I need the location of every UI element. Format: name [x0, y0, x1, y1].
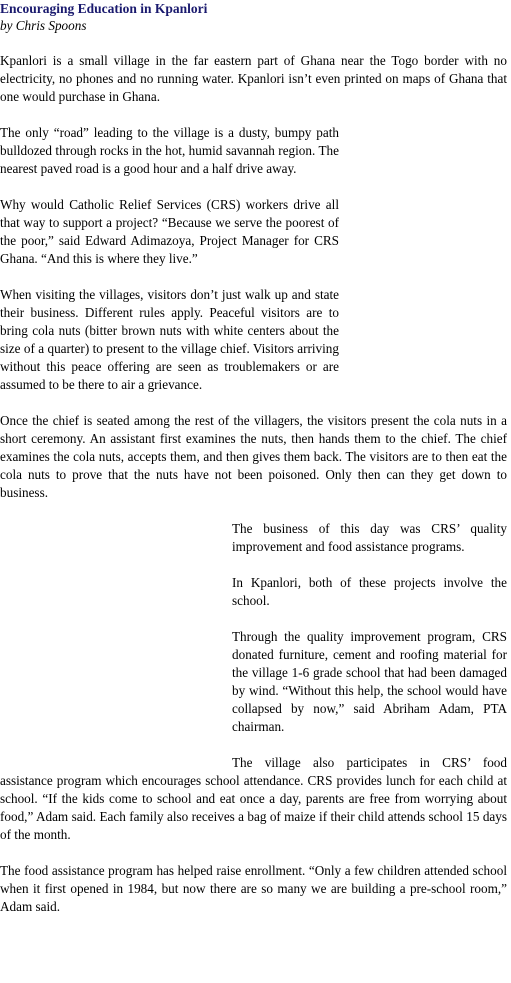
paragraph-ceremony: Once the chief is seated among the rest of the villagers, the visitors present the cola nuts in a short ceremony. An assistant first examines the nuts, then hands them to the chief. The chief examines the cola nuts, accepts them, and then gives them back. The visitors are to then eat the cola nuts to prove that the nuts have not been poisoned. Only then can they get down to business. — [0, 413, 507, 500]
article-title: Encouraging Education in Kpanlori — [0, 1, 208, 16]
paragraph-intro: Kpanlori is a small village in the far eastern part of Ghana near the Togo border with no electricity, no phones and no running water. Kpanlori isn’t even printed on maps of Ghana that one would purchase in Ghana. — [0, 53, 507, 104]
image-placeholder-left — [0, 520, 232, 755]
image-placeholder-right — [339, 124, 507, 364]
paragraph-visiting: When visiting the villages, visitors don’t just walk up and state their business. Different rules apply. Peaceful visitors are to bring cola nuts (bitter brown nuts with white centers about the size of a quarter) to present to the village chief. Visitors arriving without this peace offering are seen as troublemakers or are assumed to be there to air a grievance. — [0, 287, 339, 392]
paragraph-food-program: The village also participates in CRS’ food assistance program which encourages school attendance. CRS provides lunch for each child at school. “If the kids come to school and eat once a day, parents are free from worrying about food,” Adam said. Each family also receives a bag of maize if their child attends school 15 days of the month. — [0, 755, 507, 842]
paragraph-business: The business of this day was CRS’ quality improvement and food assistance programs. — [232, 521, 507, 554]
paragraph-projects: In Kpanlori, both of these projects involve the school. — [232, 575, 507, 608]
paragraph-quality: Through the quality improvement program, CRS donated furniture, cement and roofing material for the village 1-6 grade school that had been damaged by wind. “Without this help, the school would have collapsed by now,” said Abriham Adam, PTA chairman. — [232, 629, 507, 734]
paragraph-why: Why would Catholic Relief Services (CRS) workers drive all that way to support a project? “Because we serve the poorest of the poor,” said Edward Adimazoya, Project Manager for CRS Ghana. “And this is where they live.” — [0, 197, 339, 266]
article-byline: by Chris Spoons — [0, 18, 87, 33]
paragraph-road: The only “road” leading to the village is a dusty, bumpy path bulldozed through rocks in the hot, humid savannah region. The nearest paved road is a good hour and a half drive away. — [0, 125, 339, 176]
paragraph-enrollment: The food assistance program has helped raise enrollment. “Only a few children attended school when it first opened in 1984, but now there are so many we are building a pre-school room,” Adam said. — [0, 863, 507, 914]
